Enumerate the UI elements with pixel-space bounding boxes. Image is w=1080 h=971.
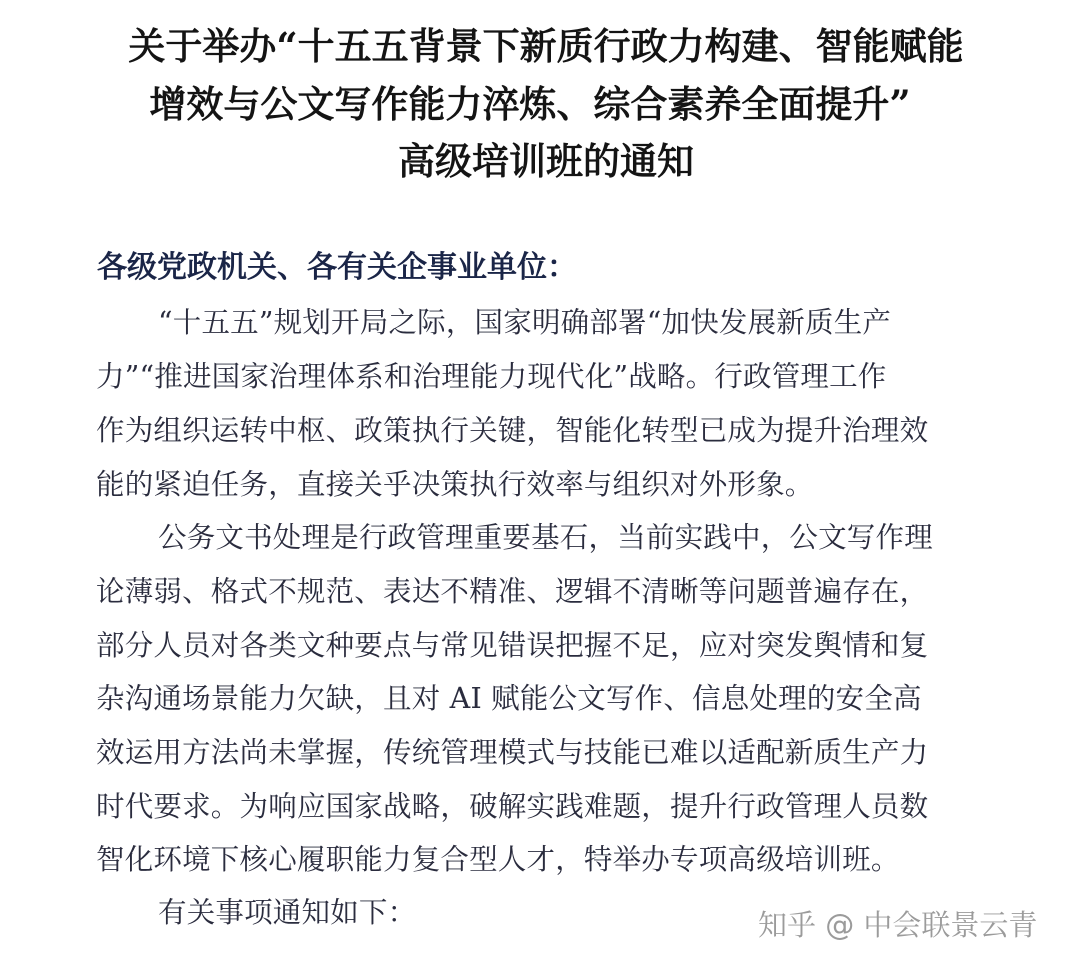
- paragraph-3-line-1: 有关事项通知如下：: [158, 896, 417, 929]
- salutation: 各级党政机关、各有关企事业单位：: [97, 250, 577, 285]
- paragraph-2-line-6: 时代要求。为响应国家战略，破解实践难题，提升行政管理人员数: [96, 790, 929, 823]
- paragraph-2-line-1: 公务文书处理是行政管理重要基石，当前实践中，公文写作理: [158, 521, 933, 554]
- paragraph-2-line-3: 部分人员对各类文种要点与常见错误把握不足，应对突发舆情和复: [96, 629, 929, 662]
- paragraph-2-line-7: 智化环境下核心履职能力复合型人才，特举办专项高级培训班。: [96, 843, 900, 876]
- paragraph-1-line-3: 作为组织运转中枢、政策执行关键，智能化转型已成为提升治理效: [96, 414, 929, 447]
- paragraph-2-line-4: 杂沟通场景能力欠缺，且对 AI 赋能公文写作、信息处理的安全高: [96, 682, 922, 715]
- source-watermark: 知乎 @ 中会联景云青: [758, 908, 1038, 942]
- paragraph-2-line-5: 效运用方法尚未掌握，传统管理模式与技能已难以适配新质生产力: [96, 736, 929, 769]
- paragraph-2-line-2: 论薄弱、格式不规范、表达不精准、逻辑不清晰等问题普遍存在，: [96, 575, 929, 608]
- paragraph-1-line-1: “十五五”规划开局之际，国家明确部署“加快发展新质生产: [158, 306, 892, 339]
- paragraph-1-line-2: 力”“推进国家治理体系和治理能力现代化”战略。行政管理工作: [96, 360, 887, 393]
- document-title-line-2: 增效与公文写作能力淬炼、综合素养全面提升”: [149, 82, 911, 126]
- document-title-line-3: 高级培训班的通知: [398, 139, 694, 183]
- paragraph-1-line-4: 能的紧迫任务，直接关乎决策执行效率与组织对外形象。: [96, 468, 814, 501]
- document-title-line-1: 关于举办“十五五背景下新质行政力构建、智能赋能: [128, 24, 964, 68]
